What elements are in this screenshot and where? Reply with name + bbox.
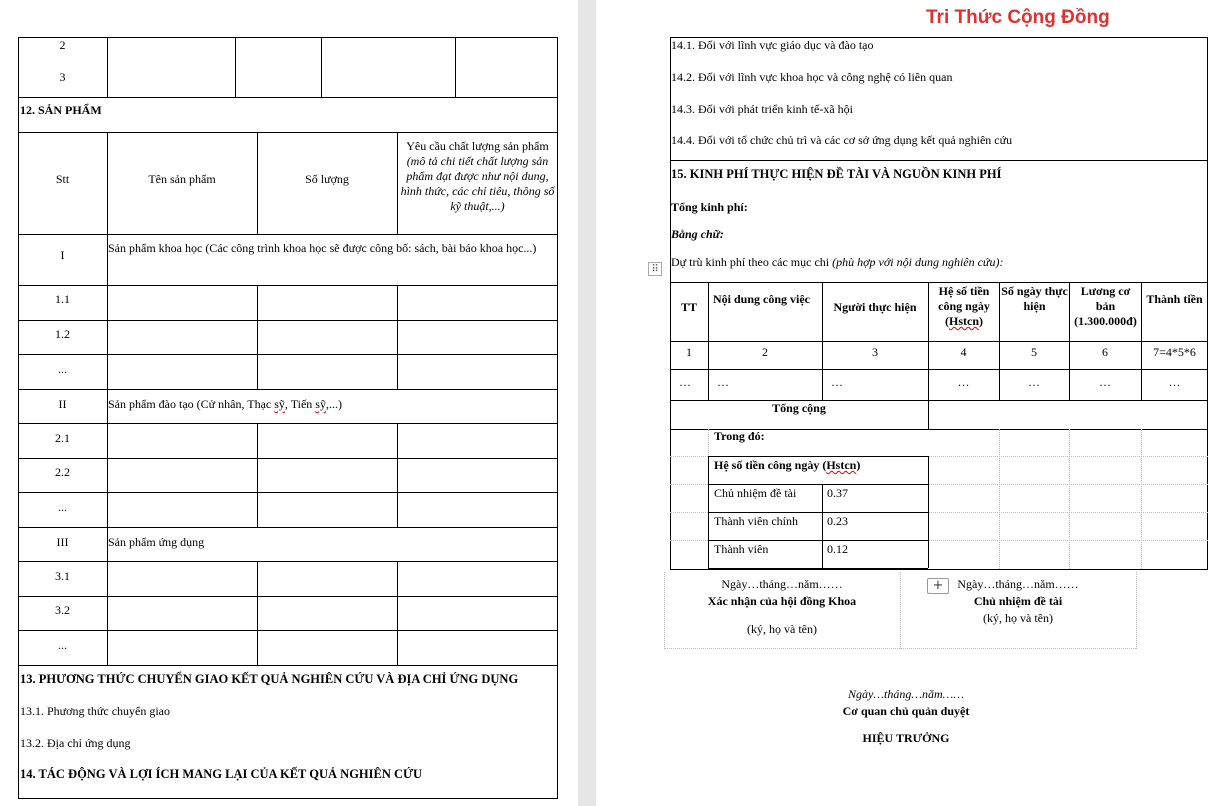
section-13-1: 13.1. Phương thức chuyển giao [20,704,170,718]
row-number: ... [58,362,67,376]
group-number: I [60,248,65,262]
table-move-handle-icon[interactable]: ⠿ [648,262,662,276]
section-14-1: 14.1. Đối với lĩnh vực giáo dục và đào tạo [671,38,874,52]
budget-col-number: 6 [1102,345,1108,359]
header-stt: Stt [55,172,70,186]
coefficient-role: Chủ nhiệm đề tài [714,486,797,500]
budget-header-coefficient: Hệ số tiền công ngày (Hstcn) [938,284,990,328]
approval-date: Ngày…tháng…năm…… [847,687,964,701]
approval-title: HIỆU TRƯỞNG [862,731,950,745]
row-number: 2.2 [55,465,70,479]
section-13-title: 13. PHƯƠNG THỨC CHUYỂN GIAO KẾT QUẢ NGHIÊN CỨU VÀ ĐỊA CHỈ ỨNG DỤNG [20,672,519,686]
row-number: 1.2 [55,327,70,341]
budget-header-amount: Thành tiền [1146,292,1203,306]
section-15-title: 15. KINH PHÍ THỰC HIỆN ĐỀ TÀI VÀ NGUỒN KINH PHÍ [671,167,1002,181]
signature-left-date: Ngày…tháng…năm…… [721,577,843,591]
budget-header-content: Nội dung công việc [713,292,811,306]
budget-cell-placeholder: … [1099,375,1111,389]
coefficient-table-title: Hệ số tiền công ngày (Hstcn) [714,458,861,472]
budget-header-salary: Lương cơ bản (1.300.000đ) [1074,284,1137,328]
budget-col-number: 4 [960,345,967,359]
budget-total-label: Tổng cộng [772,401,826,415]
within-label: Trong đó: [714,429,765,443]
signature-right-title: Chủ nhiệm đề tài [973,594,1063,608]
coefficient-value: 0.12 [827,542,848,556]
budget-estimate-label: Dự trù kinh phí theo các mục chi (phù hợp với nội dung nghiên cứu): [671,255,1004,269]
budget-cell-placeholder: … [1168,375,1181,389]
section-14-3: 14.3. Đối với phát triển kinh tế-xã hội [671,102,853,116]
row-number: 3 [59,70,66,84]
section-14-4: 14.4. Đối với tổ chức chủ trì và các cơ sở ứng dụng kết quả nghiên cứu [671,133,1013,147]
section-12-title: 12. SẢN PHẨM [20,103,102,117]
header-product-name: Tên sản phẩm [148,172,216,186]
coefficient-role: Thành viên [714,542,769,556]
add-row-icon[interactable]: + [927,578,949,594]
group-label: Sản phẩm ứng dụng [108,535,205,549]
budget-col-number: 2 [762,345,768,359]
amount-in-words-label: Bằng chữ: [671,227,724,241]
document-page-right[interactable] [596,0,1216,806]
budget-header-tt: TT [680,300,697,314]
row-number: 2 [59,38,66,52]
row-number: ... [58,638,67,652]
row-number: 2.1 [55,431,70,445]
document-page-left[interactable] [0,0,578,806]
group-number: II [58,397,67,411]
page-gap [578,0,596,806]
row-number: 3.1 [55,569,70,583]
header-quality-main: Yêu cầu chất lượng sản phẩm [406,139,549,153]
header-quantity: Số lượng [305,172,349,186]
budget-header-person: Người thực hiện [833,300,917,314]
budget-col-number: 3 [872,345,878,359]
budget-cell-placeholder: … [957,375,970,389]
section-13-2: 13.2. Địa chỉ ứng dụng [20,736,131,750]
row-number: 3.2 [55,603,70,617]
coefficient-value: 0.37 [827,486,848,500]
budget-cell-placeholder: … [831,375,843,389]
approval-organization: Cơ quan chủ quản duyệt [842,704,970,718]
row-number: 1.1 [55,292,70,306]
budget-cell-placeholder: … [679,375,691,389]
total-budget-label: Tổng kinh phí: [671,200,748,214]
group-label: Sản phẩm khoa học (Các công trình khoa học sẽ được công bố: sách, bài báo khoa học...) [108,241,537,255]
budget-col-number: 1 [686,345,692,359]
budget-cell-placeholder: … [717,375,729,389]
header-quality-requirement [398,139,557,214]
header-quality-note: (mô tả chi tiết chất lượng sản phẩm đạt được như nội dung, hình thức, các chỉ tiêu, thông số kỹ thuật,...) [400,154,555,213]
budget-header-days: Số ngày thực hiện [1001,284,1068,313]
section-14-title: 14. TÁC ĐỘNG VÀ LỢI ÍCH MANG LẠI CỦA KẾT QUẢ NGHIÊN CỨU [20,767,423,781]
budget-cell-placeholder: … [1028,375,1040,389]
signature-left-note: (ký, họ và tên) [747,622,817,636]
coefficient-value: 0.23 [827,514,848,528]
budget-col-number: 7=4*5*6 [1153,345,1196,359]
group-label: Sản phẩm đào tạo (Cử nhân, Thạc sỹ, Tiến sỹ,...) [108,397,342,411]
signature-right-note: (ký, họ và tên) [983,611,1053,625]
group-number: III [56,535,69,549]
section-14-2: 14.2. Đối với lĩnh vực khoa học và công nghệ có liên quan [671,70,953,84]
row-number: ... [58,500,67,514]
signature-left-title: Xác nhận của hội đồng Khoa [707,594,857,608]
coefficient-role: Thành viên chính [714,514,798,528]
signature-right-date: Ngày…tháng…năm…… [957,577,1079,591]
budget-col-number: 5 [1031,345,1037,359]
brand-watermark: Tri Thức Cộng Đồng [926,7,1110,28]
